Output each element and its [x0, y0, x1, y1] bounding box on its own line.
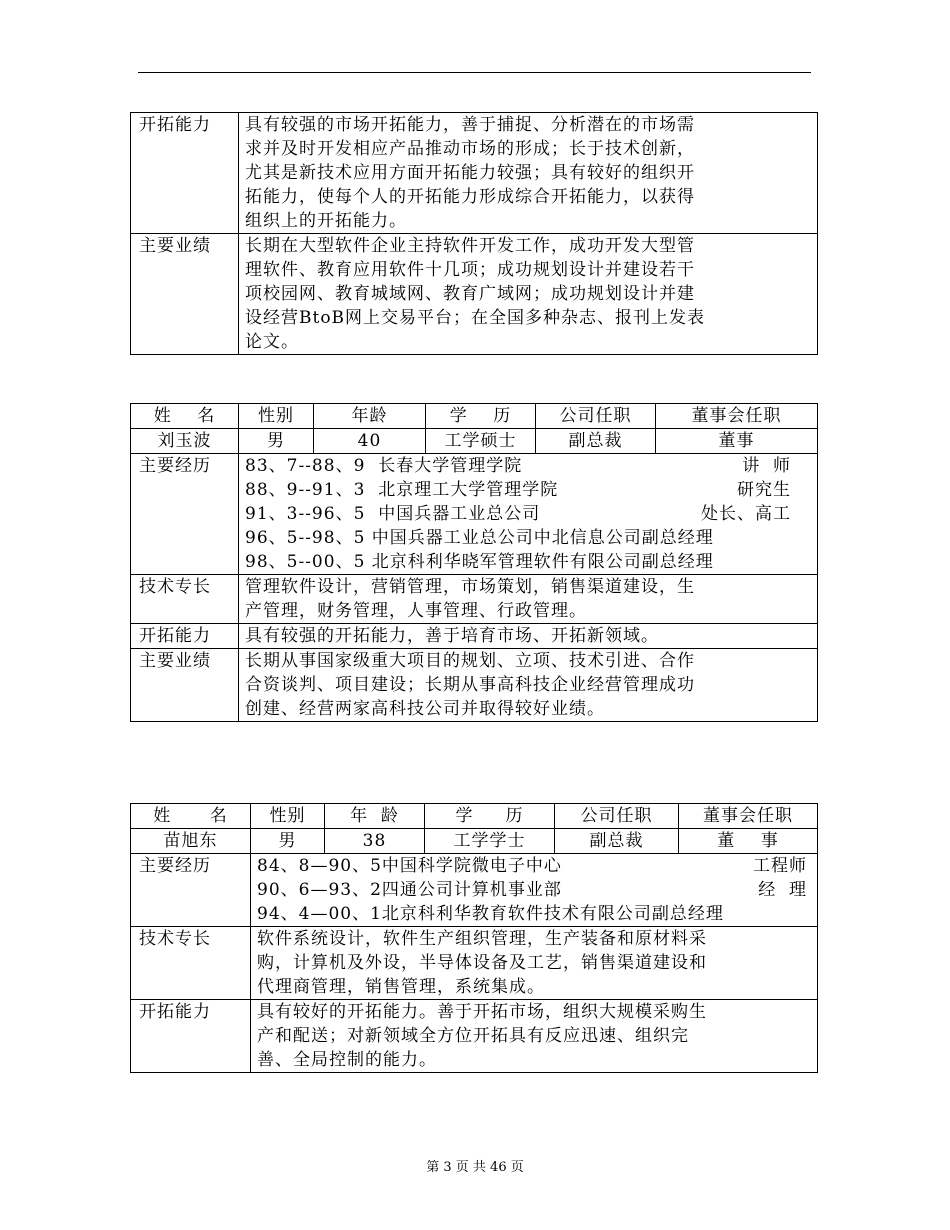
row-content: 具有较强的开拓能力，善于培育市场、开拓新领域。	[239, 624, 818, 649]
row-label: 开拓能力	[131, 113, 239, 234]
value-gender: 男	[251, 829, 325, 854]
header-age: 年 龄	[325, 804, 425, 829]
value-board-role: 董事	[656, 429, 818, 454]
experience-item: 94、4—00、1北京科利华教育软件技术有限公司副总经理	[257, 904, 724, 924]
value-company-role: 副总裁	[536, 429, 656, 454]
row-label: 技术专长	[131, 575, 239, 624]
table-row	[131, 454, 818, 575]
value-company-role: 副总裁	[555, 829, 679, 854]
value-age: 40	[314, 429, 426, 454]
row-content: 长期从事国家级重大项目的规划、立项、技术引进、合作 合资谈判、项目建设；长期从事高科技企业经营管理成功 创建、经营两家高科技公司并取得较好业绩。	[239, 649, 818, 722]
value-name: 刘玉波	[131, 429, 239, 454]
value-education: 工学学士	[425, 829, 555, 854]
header-board-role: 董事会任职	[679, 804, 818, 829]
value-row	[131, 829, 818, 854]
profile-table-miao-xudong	[130, 803, 818, 1073]
header-company-role: 公司任职	[536, 404, 656, 429]
experience-item: 96、5--98、5 中国兵器工业总公司中北信息公司副总经理	[245, 528, 714, 548]
row-content: 管理软件设计，营销管理，市场策划，销售渠道建设，生 产管理，财务管理，人事管理、行政管理。	[239, 575, 818, 624]
header-board-role: 董事会任职	[656, 404, 818, 429]
experience-item: 91、3--96、5 中国兵器工业总公司 处长、高工	[245, 504, 791, 524]
table-row	[131, 624, 818, 649]
header-education: 学 历	[425, 804, 555, 829]
table-row	[131, 113, 818, 234]
experience-list	[251, 854, 818, 927]
row-label: 技术专长	[131, 927, 251, 1000]
header-name: 姓 名	[131, 804, 251, 829]
row-label: 开拓能力	[131, 624, 239, 649]
row-content: 软件系统设计，软件生产组织管理，生产装备和原材料采 购，计算机及外设，半导体设备及工艺，销售渠道建设和 代理商管理，销售管理，系统集成。	[251, 927, 818, 1000]
table-row	[131, 649, 818, 722]
row-label: 开拓能力	[131, 1000, 251, 1073]
experience-item: 90、6—93、2四通公司计算机事业部 经 理	[257, 880, 807, 900]
table-row	[131, 854, 818, 927]
row-content: 具有较强的市场开拓能力，善于捕捉、分析潜在的市场需 求并及时开发相应产品推动市场的形成；长于技术创新， 尤其是新技术应用方面开拓能力较强；具有较好的组织开 拓能力，使每个人的开拓能力形成综合开拓能力，以获得 组织上的开拓能力。	[239, 113, 818, 234]
header-gender: 性别	[251, 804, 325, 829]
value-board-role: 董 事	[679, 829, 818, 854]
profile-continuation-table	[130, 112, 818, 355]
header-age: 年龄	[314, 404, 426, 429]
row-content: 长期在大型软件企业主持软件开发工作，成功开发大型管 理软件、教育应用软件十几项；成功规划设计并建设若干 项校园网、教育城域网、教育广域网；成功规划设计并建 设经营BtoB网上交易平台；在全国多种杂志、报刊上发表 论文。	[239, 234, 818, 355]
value-gender: 男	[239, 429, 314, 454]
row-content: 具有较好的开拓能力。善于开拓市场，组织大规模采购生 产和配送；对新领域全方位开拓具有反应迅速、组织完 善、全局控制的能力。	[251, 1000, 818, 1073]
table-row	[131, 234, 818, 355]
value-age: 38	[325, 829, 425, 854]
row-label: 主要业绩	[131, 649, 239, 722]
header-row	[131, 804, 818, 829]
value-education: 工学硕士	[426, 429, 536, 454]
row-label: 主要业绩	[131, 234, 239, 355]
header-name: 姓 名	[131, 404, 239, 429]
page-footer: 第 3 页 共 46 页	[426, 1160, 524, 1175]
row-label: 主要经历	[131, 454, 239, 575]
experience-item: 84、8—90、5中国科学院微电子中心 工程师	[257, 856, 807, 876]
experience-item: 98、5--00、5 北京科利华晓军管理软件有限公司副总经理	[245, 552, 714, 572]
value-name: 苗旭东	[131, 829, 251, 854]
experience-item: 83、7--88、9 长春大学管理学院 讲 师	[245, 456, 791, 476]
header-company-role: 公司任职	[555, 804, 679, 829]
header-gender: 性别	[239, 404, 314, 429]
table-row	[131, 575, 818, 624]
profile-table-liu-yubo	[130, 403, 818, 722]
table-row	[131, 927, 818, 1000]
header-rule	[138, 72, 811, 73]
experience-list	[239, 454, 818, 575]
header-education: 学 历	[426, 404, 536, 429]
header-row	[131, 404, 818, 429]
experience-item: 88、9--91、3 北京理工大学管理学院 研究生	[245, 480, 791, 500]
row-label: 主要经历	[131, 854, 251, 927]
table-row	[131, 1000, 818, 1073]
value-row	[131, 429, 818, 454]
